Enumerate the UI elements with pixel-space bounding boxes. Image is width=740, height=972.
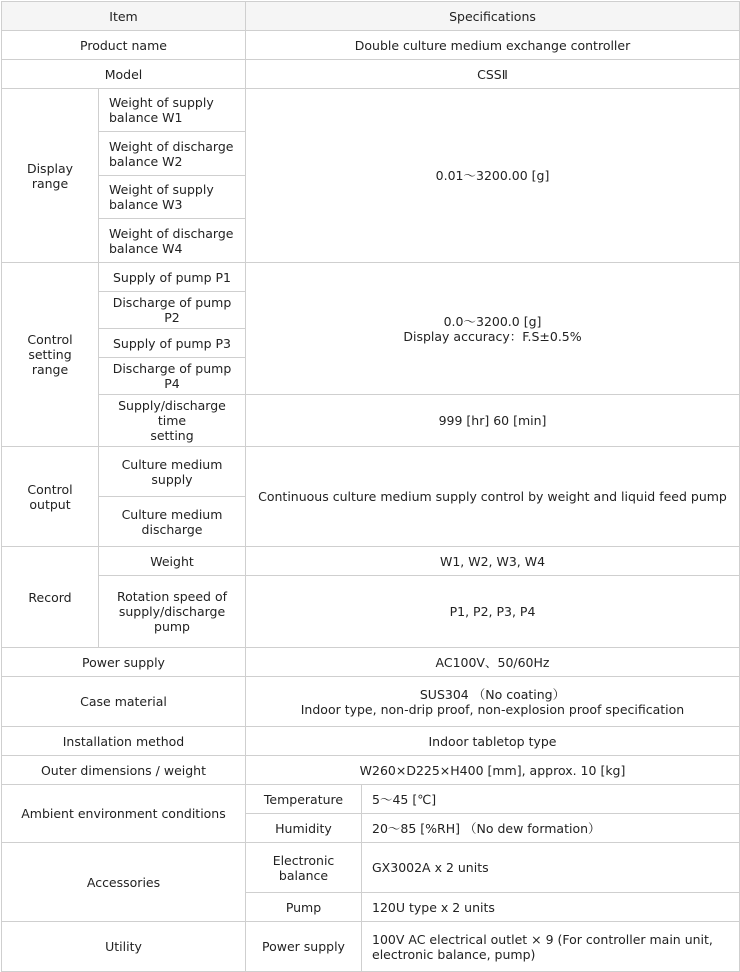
electronic-balance-label: Electronic balance <box>246 843 362 893</box>
display-range-value: 0.01～3200.00 [g] <box>246 89 740 263</box>
spec-table <box>1 1 740 972</box>
record-rotation-label: Rotation speed of supply/discharge pump <box>99 576 246 648</box>
product-name-label: Product name <box>2 31 246 60</box>
pump-item: Supply of pump P3 <box>99 329 246 358</box>
humidity-value: 20～85 [%RH] （No dew formation） <box>362 814 740 843</box>
header-specifications: Specifications <box>246 2 740 31</box>
control-setting-row <box>2 395 740 447</box>
ambient-label: Ambient environment conditions <box>2 785 246 843</box>
installation-label: Installation method <box>2 727 246 756</box>
case-material-label: Case material <box>2 677 246 727</box>
record-rotation-value: P1, P2, P3, P4 <box>246 576 740 648</box>
header-row <box>2 2 740 31</box>
control-output-label: Control output <box>2 447 99 547</box>
display-range-item: Weight of discharge balance W2 <box>99 132 246 176</box>
model-label: Model <box>2 60 246 89</box>
utility-power-label: Power supply <box>246 922 362 972</box>
record-weight-label: Weight <box>99 547 246 576</box>
control-output-item: Culture medium discharge <box>99 497 246 547</box>
display-range-row <box>2 89 740 132</box>
pump-item: Discharge of pump P2 <box>99 292 246 329</box>
outer-dimensions-value: W260×D225×H400 [mm], approx. 10 [kg] <box>246 756 740 785</box>
pump-accessory-value: 120U type x 2 units <box>362 893 740 922</box>
record-row <box>2 547 740 576</box>
utility-power-value: 100V AC electrical outlet × 9 (For controller main unit, electronic balance, pump) <box>362 922 740 972</box>
temperature-value: 5～45 [℃] <box>362 785 740 814</box>
record-label: Record <box>2 547 99 648</box>
temperature-label: Temperature <box>246 785 362 814</box>
outer-dimensions-label: Outer dimensions / weight <box>2 756 246 785</box>
pump-item: Supply of pump P1 <box>99 263 246 292</box>
time-setting-value: 999 [hr] 60 [min] <box>246 395 740 447</box>
electronic-balance-value: GX3002A x 2 units <box>362 843 740 893</box>
power-supply-label: Power supply <box>2 648 246 677</box>
control-setting-label: Control setting range <box>2 263 99 447</box>
humidity-label: Humidity <box>246 814 362 843</box>
case-material-row <box>2 677 740 727</box>
header-item: Item <box>2 2 246 31</box>
product-name-row <box>2 31 740 60</box>
power-supply-row <box>2 648 740 677</box>
utility-row <box>2 922 740 972</box>
pump-accessory-label: Pump <box>246 893 362 922</box>
time-setting-label: Supply/discharge time setting <box>99 395 246 447</box>
display-range-item: Weight of supply balance W3 <box>99 176 246 219</box>
control-output-row <box>2 447 740 497</box>
installation-row <box>2 727 740 756</box>
pump-range-value: 0.0～3200.0 [g] Display accuracy：F.S±0.5% <box>246 263 740 395</box>
accessories-label: Accessories <box>2 843 246 922</box>
outer-dimensions-row <box>2 756 740 785</box>
record-row <box>2 576 740 648</box>
control-output-item: Culture medium supply <box>99 447 246 497</box>
record-weight-value: W1, W2, W3, W4 <box>246 547 740 576</box>
power-supply-value: AC100V、50/60Hz <box>246 648 740 677</box>
case-material-value: SUS304 （No coating） Indoor type, non-drip proof, non-explosion proof specification <box>246 677 740 727</box>
product-name-value: Double culture medium exchange controller <box>246 31 740 60</box>
utility-label: Utility <box>2 922 246 972</box>
installation-value: Indoor tabletop type <box>246 727 740 756</box>
control-output-value: Continuous culture medium supply control by weight and liquid feed pump <box>246 447 740 547</box>
model-value: CSSⅡ <box>246 60 740 89</box>
ambient-row <box>2 785 740 814</box>
display-range-label: Display range <box>2 89 99 263</box>
accessories-row <box>2 843 740 893</box>
control-setting-row <box>2 263 740 292</box>
display-range-item: Weight of supply balance W1 <box>99 89 246 132</box>
display-range-item: Weight of discharge balance W4 <box>99 219 246 263</box>
model-row <box>2 60 740 89</box>
pump-item: Discharge of pump P4 <box>99 358 246 395</box>
